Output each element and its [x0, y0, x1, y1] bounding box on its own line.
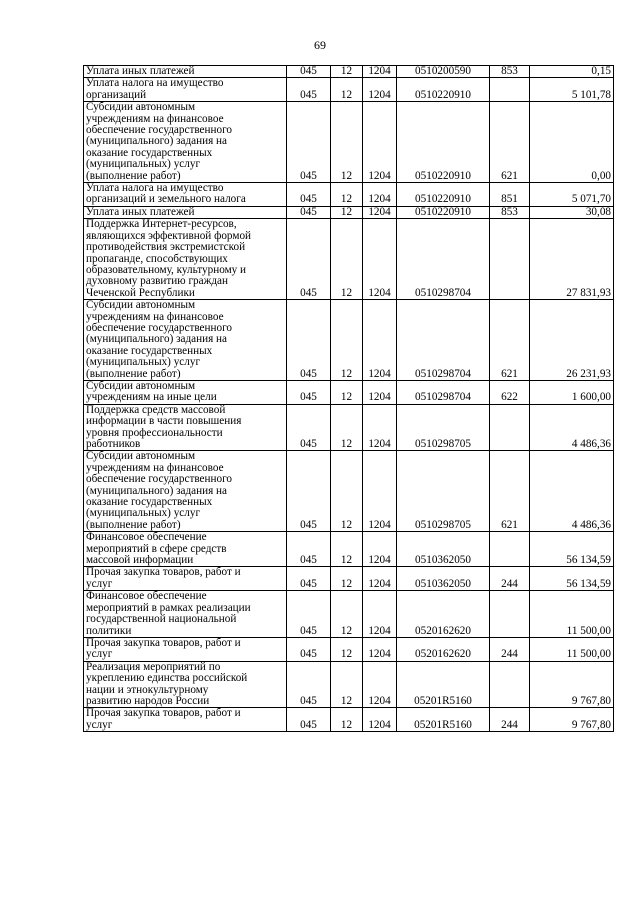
cell-amount: 30,08	[530, 206, 614, 218]
cell-expense-type	[490, 591, 530, 638]
cell-amount: 0,15	[530, 66, 614, 78]
cell-amount: 27 831,93	[530, 219, 614, 300]
cell-expense-type	[490, 661, 530, 708]
cell-ved-code: 045	[287, 661, 331, 708]
cell-target-article: 0520162620	[397, 591, 490, 638]
cell-section-code: 12	[331, 661, 363, 708]
cell-section-code: 12	[331, 78, 363, 102]
cell-ved-code: 045	[287, 380, 331, 404]
cell-expense-type: 851	[490, 183, 530, 207]
cell-target-article: 0510298705	[397, 451, 490, 532]
cell-subsection-code: 1204	[363, 380, 397, 404]
cell-ved-code: 045	[287, 206, 331, 218]
cell-target-article: 0510298705	[397, 404, 490, 451]
cell-name: Поддержка Интернет-ресурсов, являющихся эффективной формой противодействия экстремистской пропаганде, способствующих образовательному, культурному и духовному развитию граждан Чеченской Республики	[84, 219, 287, 300]
cell-subsection-code: 1204	[363, 66, 397, 78]
cell-expense-type: 244	[490, 637, 530, 661]
cell-ved-code: 045	[287, 219, 331, 300]
cell-target-article: 0510220910	[397, 206, 490, 218]
table-row	[84, 102, 614, 183]
cell-name: Субсидии автономным учреждениям на финансовое обеспечение государственного (муниципального) задания на оказание государственных (муниципальных) услуг (выполнение работ)	[84, 102, 287, 183]
cell-name: Уплата иных платежей	[84, 206, 287, 218]
cell-amount: 9 767,80	[530, 708, 614, 732]
cell-amount: 9 767,80	[530, 661, 614, 708]
table-row	[84, 567, 614, 591]
cell-target-article: 0510362050	[397, 567, 490, 591]
cell-section-code: 12	[331, 532, 363, 567]
cell-ved-code: 045	[287, 708, 331, 732]
table-row	[84, 300, 614, 381]
cell-name: Поддержка средств массовой информации в части повышения уровня профессиональности работников	[84, 404, 287, 451]
cell-subsection-code: 1204	[363, 591, 397, 638]
table-row	[84, 66, 614, 78]
cell-section-code: 12	[331, 219, 363, 300]
cell-amount: 4 486,36	[530, 404, 614, 451]
cell-name: Реализация мероприятий по укреплению единства российской нации и этнокультурному развитию народов России	[84, 661, 287, 708]
table-row	[84, 404, 614, 451]
cell-name: Субсидии автономным учреждениям на иные цели	[84, 380, 287, 404]
cell-ved-code: 045	[287, 78, 331, 102]
cell-target-article: 0510298704	[397, 219, 490, 300]
cell-section-code: 12	[331, 567, 363, 591]
cell-name: Уплата налога на имущество организаций	[84, 78, 287, 102]
table-row	[84, 591, 614, 638]
cell-ved-code: 045	[287, 300, 331, 381]
cell-section-code: 12	[331, 404, 363, 451]
cell-target-article: 05201R5160	[397, 661, 490, 708]
table-row	[84, 380, 614, 404]
cell-target-article: 0510220910	[397, 183, 490, 207]
cell-section-code: 12	[331, 206, 363, 218]
cell-ved-code: 045	[287, 637, 331, 661]
cell-subsection-code: 1204	[363, 567, 397, 591]
cell-expense-type: 621	[490, 300, 530, 381]
cell-amount: 4 486,36	[530, 451, 614, 532]
cell-subsection-code: 1204	[363, 637, 397, 661]
cell-expense-type	[490, 404, 530, 451]
cell-amount: 5 071,70	[530, 183, 614, 207]
cell-amount: 56 134,59	[530, 532, 614, 567]
cell-ved-code: 045	[287, 591, 331, 638]
cell-target-article: 0510298704	[397, 380, 490, 404]
cell-target-article: 0520162620	[397, 637, 490, 661]
cell-ved-code: 045	[287, 404, 331, 451]
cell-amount: 11 500,00	[530, 637, 614, 661]
cell-ved-code: 045	[287, 567, 331, 591]
cell-name: Финансовое обеспечение мероприятий в сфере средств массовой информации	[84, 532, 287, 567]
cell-name: Прочая закупка товаров, работ и услуг	[84, 637, 287, 661]
table-row	[84, 78, 614, 102]
cell-subsection-code: 1204	[363, 102, 397, 183]
cell-section-code: 12	[331, 451, 363, 532]
cell-amount: 0,00	[530, 102, 614, 183]
cell-subsection-code: 1204	[363, 708, 397, 732]
cell-target-article: 0510362050	[397, 532, 490, 567]
cell-subsection-code: 1204	[363, 661, 397, 708]
cell-expense-type: 244	[490, 567, 530, 591]
cell-section-code: 12	[331, 183, 363, 207]
cell-amount: 5 101,78	[530, 78, 614, 102]
cell-target-article: 0510220910	[397, 102, 490, 183]
cell-section-code: 12	[331, 380, 363, 404]
table-row	[84, 637, 614, 661]
cell-target-article: 05201R5160	[397, 708, 490, 732]
cell-subsection-code: 1204	[363, 300, 397, 381]
cell-section-code: 12	[331, 300, 363, 381]
table-row	[84, 206, 614, 218]
cell-target-article: 0510298704	[397, 300, 490, 381]
cell-subsection-code: 1204	[363, 451, 397, 532]
cell-expense-type: 244	[490, 708, 530, 732]
cell-target-article: 0510220910	[397, 78, 490, 102]
cell-ved-code: 045	[287, 451, 331, 532]
cell-amount: 1 600,00	[530, 380, 614, 404]
cell-amount: 56 134,59	[530, 567, 614, 591]
cell-expense-type: 853	[490, 206, 530, 218]
cell-expense-type: 853	[490, 66, 530, 78]
cell-expense-type	[490, 78, 530, 102]
cell-ved-code: 045	[287, 183, 331, 207]
cell-subsection-code: 1204	[363, 206, 397, 218]
cell-subsection-code: 1204	[363, 404, 397, 451]
cell-name: Прочая закупка товаров, работ и услуг	[84, 567, 287, 591]
cell-section-code: 12	[331, 637, 363, 661]
cell-name: Прочая закупка товаров, работ и услуг	[84, 708, 287, 732]
budget-table-body	[84, 66, 614, 732]
cell-name: Уплата налога на имущество организаций и земельного налога	[84, 183, 287, 207]
cell-name: Финансовое обеспечение мероприятий в рамках реализации государственной национальной политики	[84, 591, 287, 638]
cell-expense-type: 622	[490, 380, 530, 404]
table-row	[84, 219, 614, 300]
cell-amount: 11 500,00	[530, 591, 614, 638]
cell-ved-code: 045	[287, 532, 331, 567]
cell-name: Уплата иных платежей	[84, 66, 287, 78]
cell-expense-type	[490, 532, 530, 567]
cell-expense-type: 621	[490, 102, 530, 183]
cell-section-code: 12	[331, 708, 363, 732]
table-row	[84, 661, 614, 708]
table-row	[84, 183, 614, 207]
cell-expense-type	[490, 219, 530, 300]
table-row	[84, 708, 614, 732]
table-row	[84, 532, 614, 567]
cell-name: Субсидии автономным учреждениям на финансовое обеспечение государственного (муниципального) задания на оказание государственных (муниципальных) услуг (выполнение работ)	[84, 300, 287, 381]
table-row	[84, 451, 614, 532]
cell-ved-code: 045	[287, 102, 331, 183]
page-number: 69	[314, 38, 326, 52]
cell-subsection-code: 1204	[363, 183, 397, 207]
cell-expense-type: 621	[490, 451, 530, 532]
cell-section-code: 12	[331, 591, 363, 638]
cell-name: Субсидии автономным учреждениям на финансовое обеспечение государственного (муниципального) задания на оказание государственных (муниципальных) услуг (выполнение работ)	[84, 451, 287, 532]
cell-amount: 26 231,93	[530, 300, 614, 381]
cell-section-code: 12	[331, 102, 363, 183]
cell-ved-code: 045	[287, 66, 331, 78]
cell-target-article: 0510200590	[397, 66, 490, 78]
budget-table	[83, 65, 614, 732]
cell-subsection-code: 1204	[363, 532, 397, 567]
cell-section-code: 12	[331, 66, 363, 78]
cell-subsection-code: 1204	[363, 78, 397, 102]
cell-subsection-code: 1204	[363, 219, 397, 300]
